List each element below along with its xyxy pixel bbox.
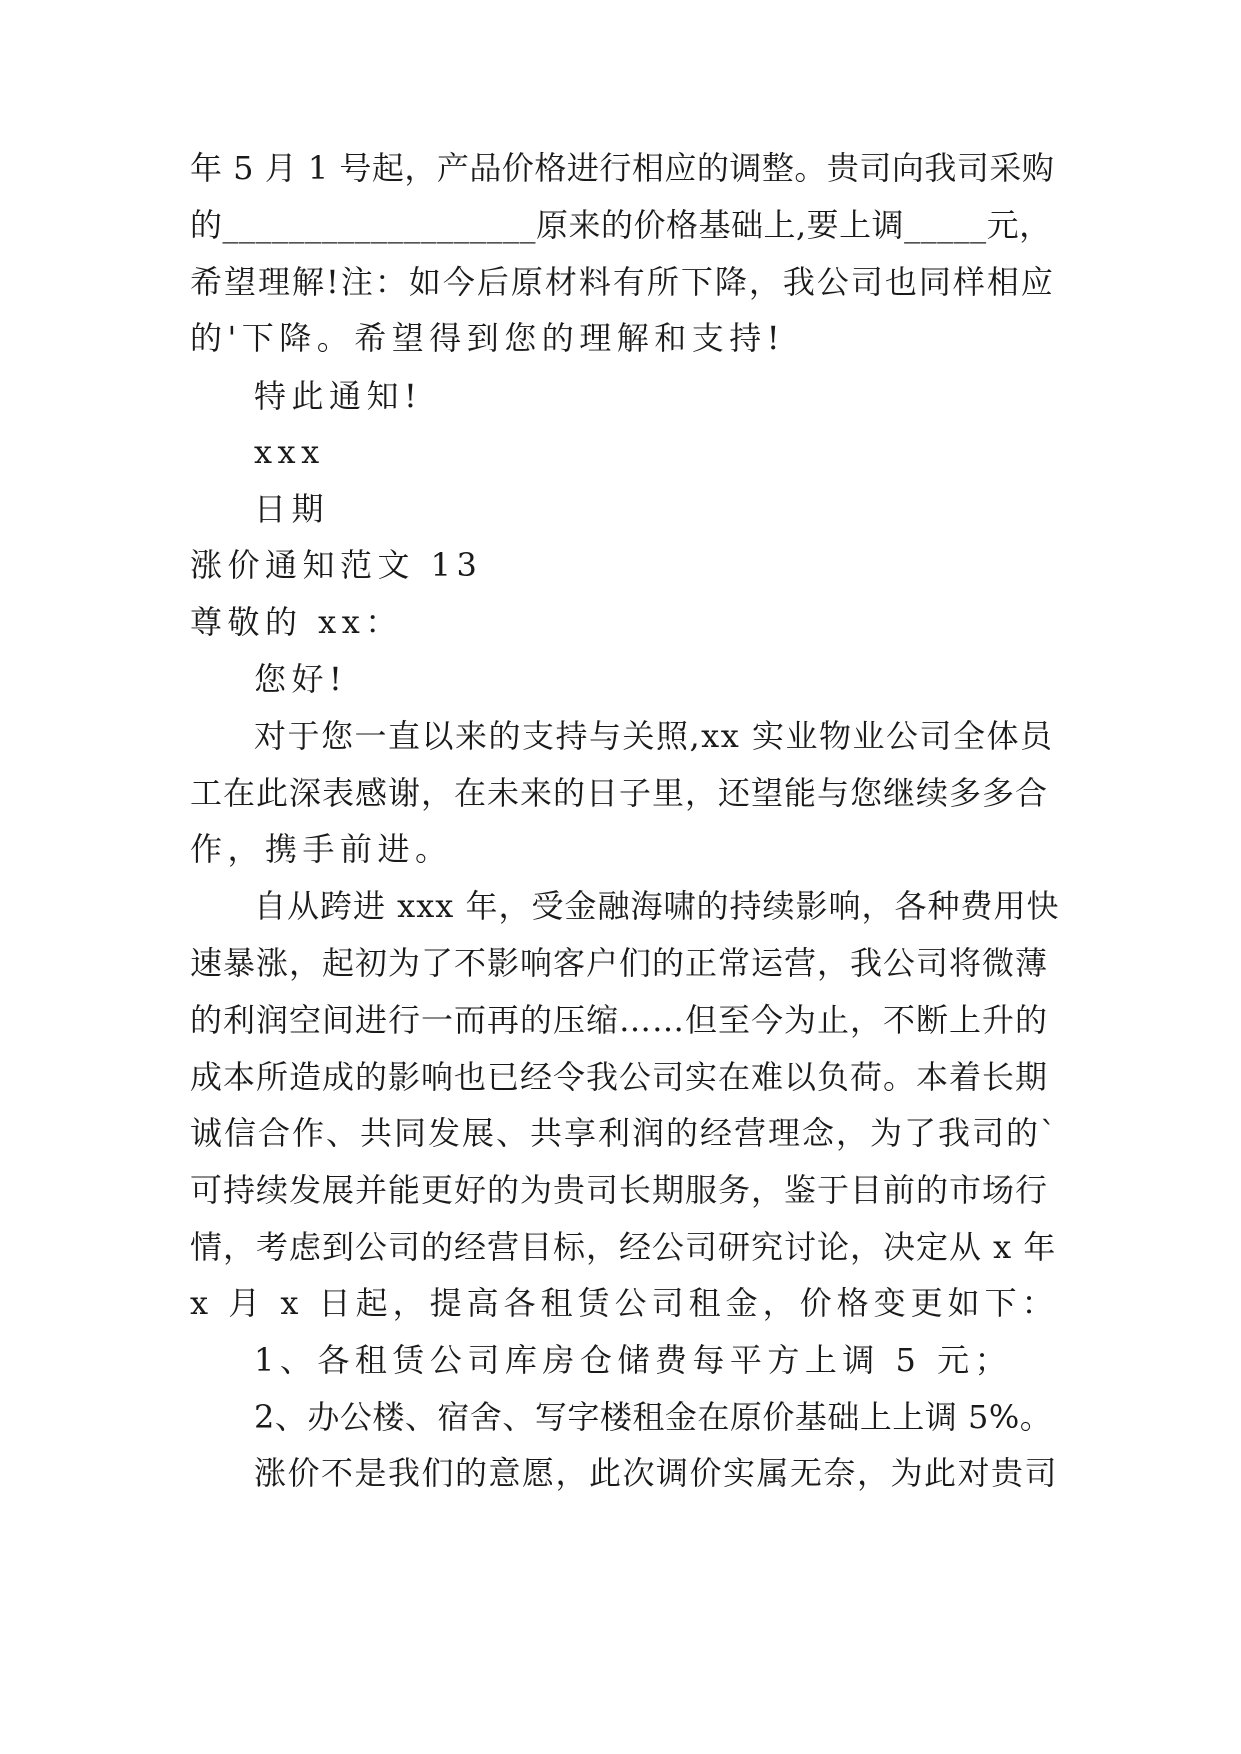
body-line-15: x 月 x 日起，提高各租赁公司租金，价格变更如下： [190, 1284, 1059, 1322]
signature-name: xxx [254, 433, 325, 471]
body-line-4: 的'下降。希望得到您的理解和支持! [190, 319, 786, 357]
body-line-1: 年 5 月 1 号起，产品价格进行相应的调整。贵司向我司采购 [190, 149, 1055, 187]
greeting: 您好! [254, 660, 348, 698]
body-line-6: 工在此深表感谢，在未来的日子里，还望能与您继续多多合 [190, 774, 1049, 812]
body-line-8: 自从跨进 xxx 年，受金融海啸的持续影响，各种费用快 [254, 887, 1060, 925]
body-line-13: 可持续发展并能更好的为贵司长期服务，鉴于目前的市场行 [190, 1171, 1049, 1209]
body-line-5: 对于您一直以来的支持与关照,xx 实业物业公司全体员 [254, 717, 1054, 755]
body-line-16: 涨价不是我们的意愿，此次调价实属无奈，为此对贵司 [254, 1454, 1059, 1492]
body-line-12: 诚信合作、共同发展、共享利润的经营理念，为了我司的` [190, 1114, 1059, 1152]
body-line-11: 成本所造成的影响也已经令我公司实在难以负荷。本着长期 [190, 1058, 1049, 1096]
section-title: 涨价通知范文 13 [190, 546, 483, 584]
body-line-9: 速暴涨，起初为了不影响客户们的正常运营，我公司将微薄 [190, 944, 1049, 982]
body-line-7: 作，携手前进。 [190, 830, 453, 868]
price-change-item-1: 1、各租赁公司库房仓储费每平方上调 5 元； [254, 1341, 1013, 1379]
body-line-3: 希望理解!注：如今后原材料有所下降，我公司也同样相应 [190, 263, 1055, 301]
body-line-10: 的利润空间进行一而再的压缩……但至今为止，不断上升的 [190, 1001, 1049, 1039]
signature-date: 日期 [254, 490, 330, 528]
closing-notice: 特此通知! [254, 377, 423, 415]
price-change-item-2: 2、办公楼、宿舍、写字楼租金在原价基础上上调 5%。 [254, 1398, 1053, 1436]
salutation: 尊敬的 xx： [190, 603, 403, 641]
body-line-2: 的___________________原来的价格基础上,要上调_____元， [190, 206, 1052, 244]
body-line-14: 情，考虑到公司的经营目标，经公司研究讨论，决定从 x 年 [190, 1228, 1057, 1266]
